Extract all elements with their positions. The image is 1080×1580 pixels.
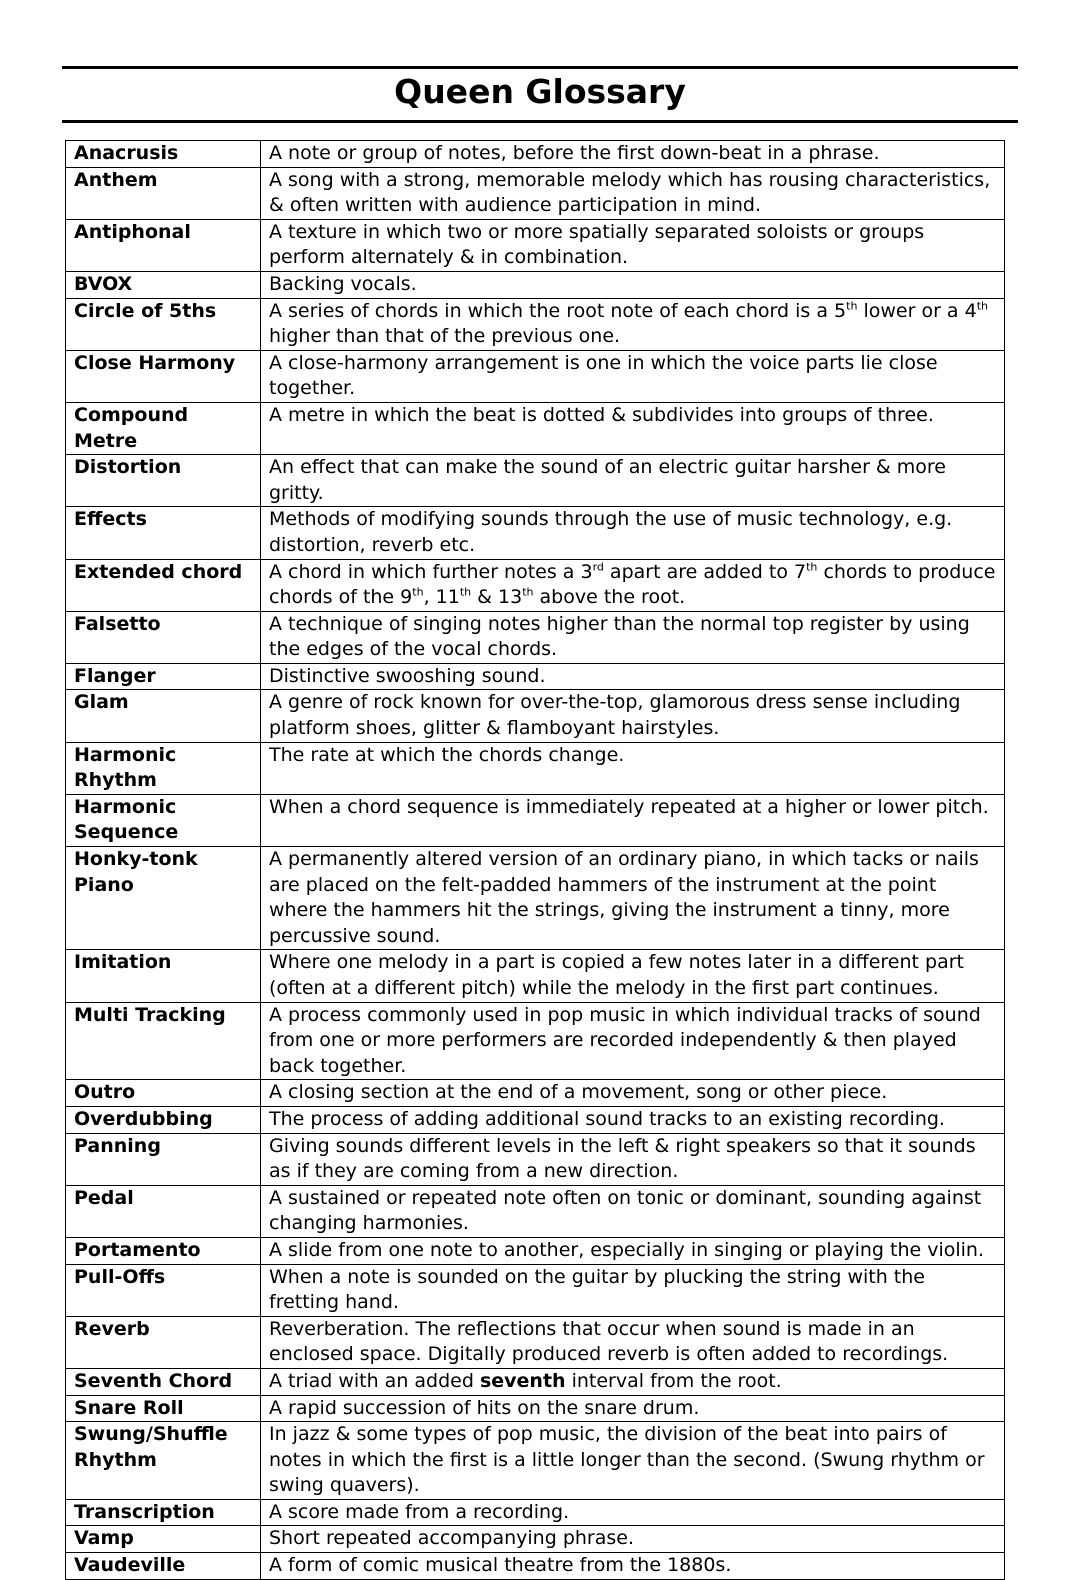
table-row [66,1368,1005,1395]
table-row [66,1002,1005,1080]
glossary-definition: An effect that can make the sound of an electric guitar harsher & more gritty. [261,455,1005,507]
table-row [66,507,1005,559]
glossary-definition: A texture in which two or more spatially separated soloists or groups perform alternately & in combination. [261,219,1005,271]
table-row [66,1080,1005,1107]
glossary-definition: Reverberation. The reflections that occur when sound is made in an enclosed space. Digitally produced reverb is often added to recordings. [261,1316,1005,1368]
glossary-definition: A metre in which the beat is dotted & subdivides into groups of three. [261,402,1005,454]
table-row [66,1264,1005,1316]
glossary-table [65,140,1005,1580]
glossary-term: Reverb [66,1316,261,1368]
glossary-term: Outro [66,1080,261,1107]
table-row [66,1395,1005,1422]
table-row [66,1106,1005,1133]
table-row [66,1316,1005,1368]
glossary-definition: A slide from one note to another, especially in singing or playing the violin. [261,1237,1005,1264]
glossary-definition: In jazz & some types of pop music, the division of the beat into pairs of notes in which the first is a little longer than the second. (Swung rhythm or swing quavers). [261,1422,1005,1500]
table-row [66,742,1005,794]
glossary-definition: When a chord sequence is immediately repeated at a higher or lower pitch. [261,794,1005,846]
glossary-definition: A score made from a recording. [261,1499,1005,1526]
glossary-term: Flanger [66,663,261,690]
glossary-term: Honky-tonk Piano [66,847,261,950]
table-row [66,271,1005,298]
glossary-term: Multi Tracking [66,1002,261,1080]
glossary-term: Close Harmony [66,350,261,402]
glossary-term: Vaudeville [66,1553,261,1580]
table-row [66,350,1005,402]
glossary-definition: A permanently altered version of an ordinary piano, in which tacks or nails are placed on the felt-padded hammers of the instrument at the point where the hammers hit the strings, giving the instrument a tinny, more percussive sound. [261,847,1005,950]
glossary-definition: A series of chords in which the root note of each chord is a 5th lower or a 4th higher than that of the previous one. [261,298,1005,350]
table-row [66,1553,1005,1580]
glossary-term: Circle of 5ths [66,298,261,350]
table-row [66,1526,1005,1553]
glossary-definition: Short repeated accompanying phrase. [261,1526,1005,1553]
table-row [66,1185,1005,1237]
glossary-term: Harmonic Rhythm [66,742,261,794]
glossary-term: Anacrusis [66,141,261,168]
glossary-term: Portamento [66,1237,261,1264]
glossary-definition: When a note is sounded on the guitar by plucking the string with the fretting hand. [261,1264,1005,1316]
glossary-term: Compound Metre [66,402,261,454]
glossary-term: Transcription [66,1499,261,1526]
glossary-term: BVOX [66,271,261,298]
table-row [66,1133,1005,1185]
glossary-definition: The rate at which the chords change. [261,742,1005,794]
glossary-definition: The process of adding additional sound tracks to an existing recording. [261,1106,1005,1133]
glossary-term: Glam [66,690,261,742]
bottom-rule [62,120,1018,123]
glossary-term: Pedal [66,1185,261,1237]
glossary-definition: A chord in which further notes a 3rd apart are added to 7th chords to produce chords of the 9th, 11th & 13th above the root. [261,559,1005,611]
table-row [66,1422,1005,1500]
glossary-term: Extended chord [66,559,261,611]
glossary-definition: A technique of singing notes higher than the normal top register by using the edges of the vocal chords. [261,611,1005,663]
glossary-term: Imitation [66,950,261,1002]
table-row [66,690,1005,742]
glossary-term: Overdubbing [66,1106,261,1133]
glossary-definition: Distinctive swooshing sound. [261,663,1005,690]
glossary-term: Anthem [66,167,261,219]
glossary-definition: A song with a strong, memorable melody which has rousing characteristics, & often written with audience participation in mind. [261,167,1005,219]
glossary-term: Swung/Shuffle Rhythm [66,1422,261,1500]
glossary-term: Antiphonal [66,219,261,271]
table-row [66,167,1005,219]
table-row [66,950,1005,1002]
glossary-definition: A closing section at the end of a movement, song or other piece. [261,1080,1005,1107]
glossary-definition: Giving sounds different levels in the left & right speakers so that it sounds as if they are coming from a new direction. [261,1133,1005,1185]
glossary-definition: Backing vocals. [261,271,1005,298]
glossary-definition: A rapid succession of hits on the snare drum. [261,1395,1005,1422]
glossary-definition: A note or group of notes, before the first down-beat in a phrase. [261,141,1005,168]
glossary-term: Harmonic Sequence [66,794,261,846]
table-row [66,455,1005,507]
glossary-term: Effects [66,507,261,559]
table-row [66,611,1005,663]
glossary-term: Panning [66,1133,261,1185]
glossary-definition: Where one melody in a part is copied a few notes later in a different part (often at a different pitch) while the melody in the first part continues. [261,950,1005,1002]
glossary-definition: A genre of rock known for over-the-top, glamorous dress sense including platform shoes, glitter & flamboyant hairstyles. [261,690,1005,742]
glossary-definition: A close-harmony arrangement is one in which the voice parts lie close together. [261,350,1005,402]
table-row [66,847,1005,950]
glossary-definition: A form of comic musical theatre from the 1880s. [261,1553,1005,1580]
glossary-term: Seventh Chord [66,1368,261,1395]
table-row [66,1237,1005,1264]
glossary-definition: A triad with an added seventh interval from the root. [261,1368,1005,1395]
glossary-definition: Methods of modifying sounds through the use of music technology, e.g. distortion, reverb etc. [261,507,1005,559]
glossary-term: Distortion [66,455,261,507]
table-row [66,219,1005,271]
page-title: Queen Glossary [394,72,686,111]
table-row [66,1499,1005,1526]
table-row [66,402,1005,454]
glossary-term: Snare Roll [66,1395,261,1422]
table-row [66,663,1005,690]
glossary-term: Pull-Offs [66,1264,261,1316]
glossary-term: Vamp [66,1526,261,1553]
table-row [66,298,1005,350]
glossary-definition: A process commonly used in pop music in which individual tracks of sound from one or more performers are recorded independently & then played back together. [261,1002,1005,1080]
glossary-definition: A sustained or repeated note often on tonic or dominant, sounding against changing harmonies. [261,1185,1005,1237]
glossary-term: Falsetto [66,611,261,663]
table-row [66,559,1005,611]
table-row [66,141,1005,168]
table-row [66,794,1005,846]
